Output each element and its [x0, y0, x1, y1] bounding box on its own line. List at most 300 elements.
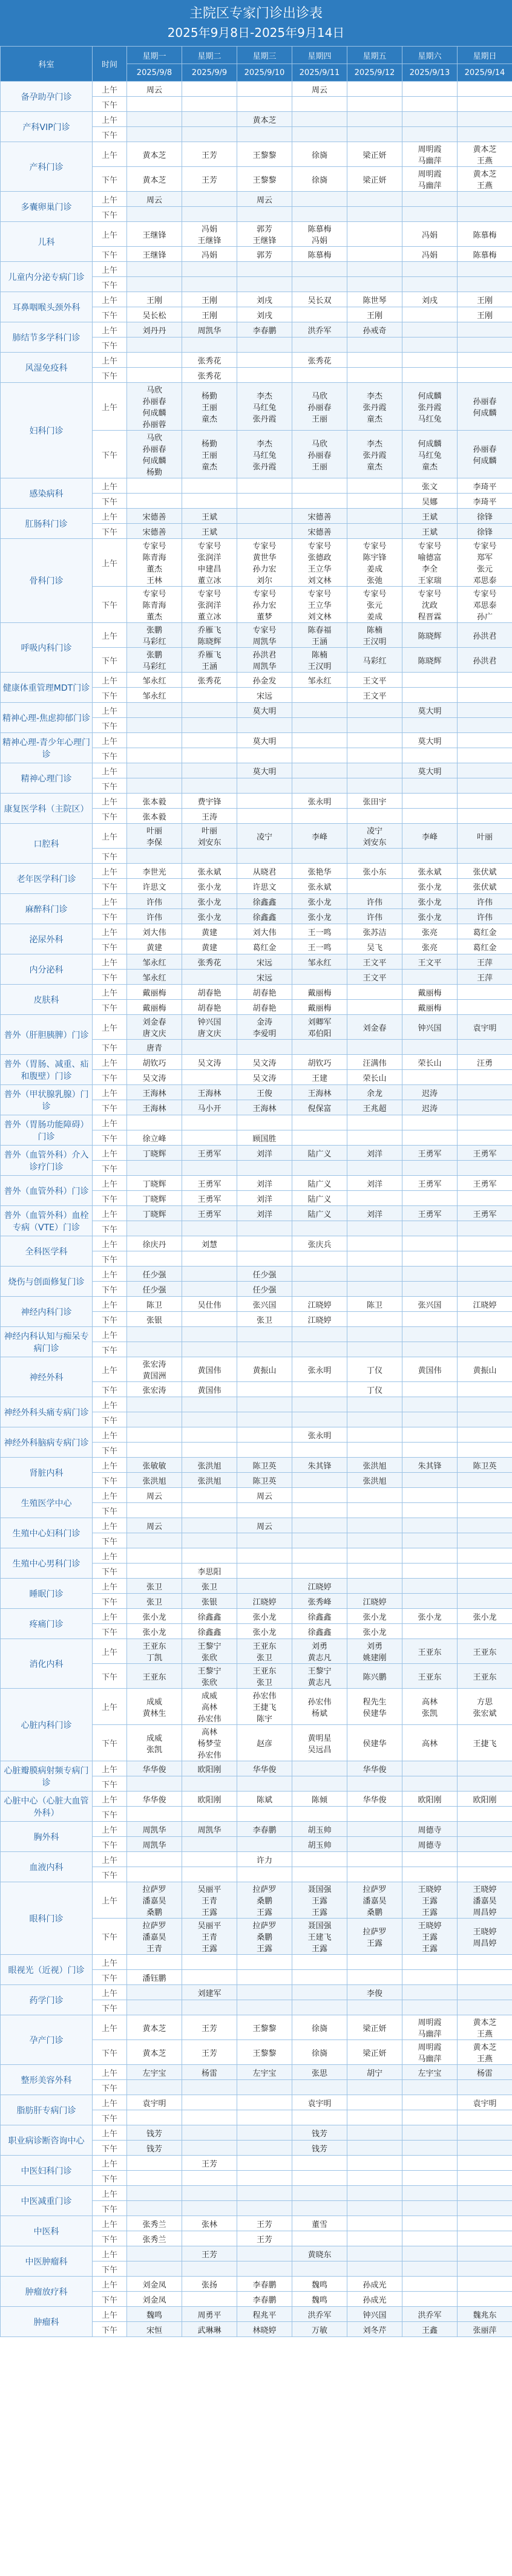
department-name: 整形美容外科 — [1, 2065, 93, 2095]
doctor-cell: 刘冬芹 — [347, 2322, 402, 2337]
doctor-cell — [292, 2231, 347, 2246]
doctor-cell — [237, 1443, 292, 1458]
department-name: 眼视光（近视）门诊 — [1, 1955, 93, 1985]
doctor-cell — [292, 1985, 347, 2000]
doctor-cell: 吴文涛 — [182, 1055, 237, 1070]
doctor-cell — [458, 1564, 512, 1579]
doctor-cell — [237, 1955, 292, 1970]
department-name: 骨科门诊 — [1, 539, 93, 623]
doctor-cell — [402, 1267, 458, 1282]
doctor-cell — [347, 2000, 402, 2015]
doctor-cell: 江晓婷 — [347, 1594, 402, 1609]
doctor-cell: 袁宇明 — [127, 2095, 182, 2110]
doctor-cell: 高林 — [402, 1725, 458, 1761]
period-label: 上午 — [93, 1761, 127, 1776]
period-label: 上午 — [93, 894, 127, 909]
period-label: 上午 — [93, 2065, 127, 2080]
doctor-cell: 王黎宁 张欣 — [182, 1664, 237, 1689]
doctor-cell: 周明霞 马幽萍 — [402, 2015, 458, 2040]
doctor-cell — [458, 1624, 512, 1639]
department-name: 普外（胃肠、减重、疝和腹壁）门诊 — [1, 1055, 93, 1085]
doctor-cell — [292, 1397, 347, 1412]
doctor-cell: 徐旖 — [292, 142, 347, 167]
doctor-cell — [292, 1776, 347, 1792]
doctor-cell: 江晓婷 — [292, 1579, 347, 1594]
doctor-cell: 邹永红 — [127, 970, 182, 985]
doctor-cell — [237, 1397, 292, 1412]
period-label: 下午 — [93, 1342, 127, 1357]
doctor-cell — [237, 127, 292, 142]
doctor-cell: 凌宁 — [237, 824, 292, 849]
doctor-cell — [458, 1382, 512, 1397]
doctor-cell: 张艳华 — [292, 864, 347, 879]
doctor-cell: 钱芳 — [292, 2141, 347, 2156]
department-name: 呼吸内科门诊 — [1, 623, 93, 673]
department-name: 睡眠门诊 — [1, 1579, 93, 1609]
doctor-cell: 李世光 — [127, 864, 182, 879]
department-name: 烧伤与创面修复门诊 — [1, 1267, 93, 1297]
doctor-cell: 刘洋 — [347, 1206, 402, 1221]
schedule-row — [1, 1267, 512, 1282]
doctor-cell: 张卫 — [127, 1579, 182, 1594]
doctor-cell: 钱芳 — [127, 2125, 182, 2141]
department-name: 健康体重管理MDT门诊 — [1, 673, 93, 703]
schedule-row — [1, 222, 512, 247]
period-label: 上午 — [93, 864, 127, 879]
schedule-row — [1, 824, 512, 849]
doctor-cell — [347, 127, 402, 142]
doctor-cell: 郭芳 — [237, 247, 292, 262]
doctor-cell: 冯娟 — [182, 247, 237, 262]
doctor-cell — [458, 82, 512, 97]
doctor-cell: 拉萨罗 王露 — [347, 1919, 402, 1955]
doctor-cell: 王勇军 — [458, 1176, 512, 1191]
doctor-cell: 张鹏 马彩红 — [127, 623, 182, 648]
doctor-cell — [458, 337, 512, 353]
doctor-cell: 王斌 — [402, 509, 458, 524]
doctor-cell: 王黎宁 黄志凡 — [292, 1664, 347, 1689]
doctor-cell — [458, 1837, 512, 1852]
date-4: 2025/9/11 — [292, 64, 347, 82]
doctor-cell: 王黎黎 — [237, 167, 292, 192]
doctor-cell: 周云 — [127, 192, 182, 207]
doctor-cell: 刘勇 姚建刚 — [347, 1639, 402, 1664]
doctor-cell — [182, 1342, 237, 1357]
doctor-cell: 陆广义 — [292, 1146, 347, 1161]
doctor-cell: 赵彦 — [237, 1725, 292, 1761]
doctor-cell: 迟涛 — [402, 1100, 458, 1115]
doctor-cell — [127, 337, 182, 353]
doctor-cell — [127, 1412, 182, 1427]
doctor-cell: 成威 高林 孙宏伟 — [182, 1689, 237, 1725]
doctor-cell: 刘卿军 邓伯阳 — [292, 1015, 347, 1040]
doctor-cell — [237, 2261, 292, 2277]
department-name: 中医科 — [1, 2216, 93, 2246]
doctor-cell: 梁正妍 — [347, 167, 402, 192]
doctor-cell — [127, 2110, 182, 2125]
doctor-cell — [237, 1251, 292, 1267]
doctor-cell — [458, 1594, 512, 1609]
doctor-cell: 陈楠 王汉明 — [292, 648, 347, 673]
doctor-cell: 张苏洁 — [347, 924, 402, 939]
period-label: 下午 — [93, 2080, 127, 2095]
schedule-row — [1, 2277, 512, 2292]
doctor-cell: 李春鹏 — [237, 322, 292, 337]
doctor-cell: 张伏斌 — [458, 879, 512, 894]
doctor-cell — [237, 1382, 292, 1397]
doctor-cell: 孙洪君 — [458, 648, 512, 673]
doctor-cell — [347, 207, 402, 222]
doctor-cell — [292, 1533, 347, 1548]
schedule-row — [1, 1236, 512, 1251]
doctor-cell: 欧阳刚 — [458, 1792, 512, 1807]
doctor-cell: 刘戌 — [237, 292, 292, 307]
doctor-cell: 丁晓辉 — [127, 1146, 182, 1161]
doctor-cell: 何成麟 张丹霞 马红兔 — [402, 383, 458, 431]
doctor-cell: 邹永红 — [127, 954, 182, 970]
department-name: 肺结节多学科门诊 — [1, 322, 93, 353]
doctor-cell: 拉萨罗 潘嘉昊 桑鹏 — [127, 1882, 182, 1919]
schedule-row — [1, 1297, 512, 1312]
period-label: 上午 — [93, 1955, 127, 1970]
doctor-cell — [402, 262, 458, 277]
doctor-cell — [347, 509, 402, 524]
doctor-cell — [182, 1115, 237, 1130]
doctor-cell — [182, 733, 237, 748]
doctor-cell — [182, 718, 237, 733]
doctor-cell — [127, 2000, 182, 2015]
doctor-cell: 欧阳刚 — [182, 1792, 237, 1807]
doctor-cell — [402, 1776, 458, 1792]
date-1: 2025/9/8 — [127, 64, 182, 82]
period-label: 下午 — [93, 2141, 127, 2156]
doctor-cell: 张卫 — [182, 1579, 237, 1594]
doctor-cell: 华华俊 — [347, 1761, 402, 1776]
doctor-cell — [127, 478, 182, 494]
period-label: 下午 — [93, 2201, 127, 2216]
doctor-cell: 专家号 张德政 王立华 刘文林 — [292, 539, 347, 587]
doctor-cell — [402, 1070, 458, 1085]
doctor-cell: 周凯华 — [127, 1837, 182, 1852]
doctor-cell — [458, 703, 512, 718]
schedule-row — [1, 794, 512, 809]
doctor-cell: 戴丽梅 — [127, 985, 182, 1000]
period-label: 上午 — [93, 2015, 127, 2040]
doctor-cell: 许思文 — [237, 879, 292, 894]
department-name: 药学门诊 — [1, 1985, 93, 2015]
doctor-cell: 周云 — [292, 82, 347, 97]
doctor-cell — [127, 1342, 182, 1357]
doctor-cell: 刘丹丹 — [127, 322, 182, 337]
schedule-row — [1, 2246, 512, 2261]
doctor-cell: 朱其锋 — [402, 1458, 458, 1473]
doctor-cell — [127, 353, 182, 368]
doctor-cell — [347, 192, 402, 207]
doctor-cell: 聂国强 王露 王露 — [292, 1882, 347, 1919]
doctor-cell: 周云 — [237, 192, 292, 207]
doctor-cell: 专家号 喻德富 李全 王家瑞 — [402, 539, 458, 587]
doctor-cell — [237, 1970, 292, 1985]
doctor-cell: 许伟 — [127, 909, 182, 924]
period-label: 上午 — [93, 1236, 127, 1251]
schedule-row — [1, 1488, 512, 1503]
department-name: 职业病诊断咨询中心 — [1, 2125, 93, 2156]
doctor-cell: 王萍 — [458, 970, 512, 985]
period-label: 上午 — [93, 1206, 127, 1221]
department-name: 肿瘤放疗科 — [1, 2277, 93, 2307]
header — [0, 0, 512, 46]
doctor-cell: 张小龙 — [182, 894, 237, 909]
schedule-row — [1, 1397, 512, 1412]
doctor-cell: 徐旖 — [292, 167, 347, 192]
period-label: 上午 — [93, 2095, 127, 2110]
doctor-cell: 凌宁 刘安东 — [347, 824, 402, 849]
weekday-2: 星期二 — [182, 47, 237, 64]
doctor-cell — [127, 368, 182, 383]
doctor-cell: 黄国伟 — [182, 1357, 237, 1382]
doctor-cell — [347, 1161, 402, 1176]
doctor-cell: 张田宇 — [347, 794, 402, 809]
doctor-cell: 李春鹏 — [237, 1822, 292, 1837]
department-name: 老年医学科门诊 — [1, 864, 93, 894]
doctor-cell — [458, 2125, 512, 2141]
doctor-cell — [458, 1412, 512, 1427]
schedule-row — [1, 1579, 512, 1594]
period-label: 下午 — [93, 1191, 127, 1206]
doctor-cell: 李琦平 — [458, 478, 512, 494]
doctor-cell: 刘洋 — [237, 1206, 292, 1221]
doctor-cell — [237, 1867, 292, 1882]
schedule-row — [1, 112, 512, 127]
doctor-cell — [237, 2110, 292, 2125]
doctor-cell: 黄本芝 王燕 — [458, 142, 512, 167]
doctor-cell — [347, 2261, 402, 2277]
department-name: 精神心理-焦虑抑郁门诊 — [1, 703, 93, 733]
doctor-cell: 许伟 — [458, 909, 512, 924]
doctor-cell: 王芳 — [182, 2246, 237, 2261]
doctor-cell — [182, 703, 237, 718]
doctor-cell — [292, 1518, 347, 1533]
doctor-cell: 魏兆东 — [458, 2307, 512, 2322]
doctor-cell — [237, 2186, 292, 2201]
doctor-cell — [347, 703, 402, 718]
doctor-cell: 周云 — [127, 1518, 182, 1533]
doctor-cell: 钟兴国 唐文庆 — [182, 1015, 237, 1040]
doctor-cell — [292, 1548, 347, 1564]
doctor-cell: 刘大伟 — [127, 924, 182, 939]
doctor-cell — [127, 1503, 182, 1518]
schedule-row — [1, 985, 512, 1000]
period-label: 上午 — [93, 192, 127, 207]
doctor-cell: 黄本芝 — [237, 112, 292, 127]
period-label: 下午 — [93, 277, 127, 292]
doctor-cell — [292, 1970, 347, 1985]
doctor-cell — [458, 2246, 512, 2261]
schedule-row — [1, 383, 512, 431]
period-label: 上午 — [93, 2186, 127, 2201]
doctor-cell — [127, 1852, 182, 1867]
doctor-cell — [127, 1533, 182, 1548]
department-name: 生殖中心妇科门诊 — [1, 1518, 93, 1548]
doctor-cell: 洪乔军 — [402, 2307, 458, 2322]
doctor-cell: 丁仪 — [347, 1357, 402, 1382]
doctor-cell — [237, 277, 292, 292]
period-label: 上午 — [93, 82, 127, 97]
doctor-cell: 孙宏伟 杨斌 — [292, 1689, 347, 1725]
doctor-cell — [182, 1488, 237, 1503]
doctor-cell: 丁晓辉 — [127, 1206, 182, 1221]
doctor-cell — [292, 1955, 347, 1970]
period-label: 下午 — [93, 1919, 127, 1955]
doctor-cell — [127, 1427, 182, 1443]
doctor-cell — [182, 1282, 237, 1297]
doctor-cell: 杨雷 — [458, 2065, 512, 2080]
doctor-cell: 吴文涛 — [237, 1070, 292, 1085]
department-name: 普外（血管外科）血栓专病（VTE）门诊 — [1, 1206, 93, 1236]
doctor-cell: 王海林 — [292, 1085, 347, 1100]
doctor-cell: 侯建华 — [347, 1725, 402, 1761]
doctor-cell: 魏鸣 — [292, 2277, 347, 2292]
doctor-cell — [458, 849, 512, 864]
doctor-cell: 许伟 — [458, 894, 512, 909]
doctor-cell — [182, 970, 237, 985]
doctor-cell — [402, 1867, 458, 1882]
doctor-cell: 徐鑫鑫 — [237, 909, 292, 924]
doctor-cell: 黄国伟 — [182, 1382, 237, 1397]
doctor-cell — [182, 1251, 237, 1267]
doctor-cell: 王鑫 — [402, 2322, 458, 2337]
doctor-cell: 马欣 孙丽春 何成麟 孙丽蓉 — [127, 383, 182, 431]
doctor-cell — [292, 1161, 347, 1176]
doctor-cell — [458, 778, 512, 794]
doctor-cell: 张鹏 马彩红 — [127, 648, 182, 673]
doctor-cell: 周云 — [237, 1518, 292, 1533]
doctor-cell — [402, 1312, 458, 1327]
doctor-cell — [347, 82, 402, 97]
doctor-cell: 宋远 — [237, 970, 292, 985]
schedule-row — [1, 1085, 512, 1100]
doctor-cell: 任少强 — [237, 1282, 292, 1297]
doctor-cell — [237, 494, 292, 509]
doctor-cell — [347, 247, 402, 262]
doctor-cell: 胡春艳 — [237, 1000, 292, 1015]
period-label: 上午 — [93, 985, 127, 1000]
doctor-cell — [182, 127, 237, 142]
doctor-cell — [402, 2080, 458, 2095]
doctor-cell — [347, 2110, 402, 2125]
doctor-cell — [402, 794, 458, 809]
department-name: 生殖中心男科门诊 — [1, 1548, 93, 1579]
doctor-cell — [127, 1955, 182, 1970]
doctor-cell — [182, 262, 237, 277]
doctor-cell: 张亮 — [402, 924, 458, 939]
period-label: 下午 — [93, 1503, 127, 1518]
doctor-cell: 汪勇 — [458, 1055, 512, 1070]
doctor-cell: 王涛 — [182, 809, 237, 824]
doctor-cell — [292, 494, 347, 509]
doctor-cell — [292, 2171, 347, 2186]
period-label: 下午 — [93, 2110, 127, 2125]
doctor-cell: 邹永红 — [292, 673, 347, 688]
doctor-cell — [347, 1518, 402, 1533]
doctor-cell: 张宏涛 黄国洲 — [127, 1357, 182, 1382]
doctor-cell — [402, 2171, 458, 2186]
doctor-cell: 拉萨罗 桑鹏 王露 — [237, 1919, 292, 1955]
doctor-cell: 华华俊 — [347, 1792, 402, 1807]
doctor-cell — [402, 2201, 458, 2216]
doctor-cell — [347, 1040, 402, 1055]
doctor-cell: 王亚东 — [458, 1664, 512, 1689]
period-label: 上午 — [93, 1689, 127, 1725]
doctor-cell — [458, 1822, 512, 1837]
period-label: 下午 — [93, 247, 127, 262]
period-label: 下午 — [93, 718, 127, 733]
doctor-cell: 王黎黎 — [237, 2040, 292, 2065]
doctor-cell: 陆广义 — [292, 1206, 347, 1221]
doctor-cell — [237, 1221, 292, 1236]
doctor-cell — [292, 2000, 347, 2015]
doctor-cell — [347, 222, 402, 247]
department-name: 产科门诊 — [1, 142, 93, 192]
doctor-cell — [347, 718, 402, 733]
doctor-cell: 朱其锋 — [292, 1458, 347, 1473]
doctor-cell: 王刚 — [127, 292, 182, 307]
doctor-cell — [292, 1564, 347, 1579]
doctor-cell — [458, 368, 512, 383]
doctor-cell: 程兆平 — [237, 2307, 292, 2322]
department-name: 肿瘤科 — [1, 2307, 93, 2337]
doctor-cell — [182, 1130, 237, 1146]
doctor-cell: 王文平 — [347, 688, 402, 703]
doctor-cell: 张宏涛 — [127, 1382, 182, 1397]
doctor-cell — [458, 1221, 512, 1236]
doctor-cell — [292, 1342, 347, 1357]
doctor-cell — [292, 1473, 347, 1488]
doctor-cell — [292, 778, 347, 794]
period-label: 上午 — [93, 1488, 127, 1503]
department-name: 儿童内分泌专病门诊 — [1, 262, 93, 292]
doctor-cell: 任少强 — [127, 1267, 182, 1282]
schedule-row — [1, 1852, 512, 1867]
doctor-cell: 专家号 陈宇锋 姜成 张弛 — [347, 539, 402, 587]
period-label: 下午 — [93, 1776, 127, 1792]
doctor-cell — [347, 1267, 402, 1282]
period-label: 上午 — [93, 824, 127, 849]
department-name: 肾脏内科 — [1, 1458, 93, 1488]
doctor-cell: 王黎黎 — [237, 142, 292, 167]
schedule-row — [1, 673, 512, 688]
doctor-cell — [292, 1382, 347, 1397]
doctor-cell — [347, 97, 402, 112]
doctor-cell: 丁晓辉 — [127, 1191, 182, 1206]
department-name: 心脏瓣膜病射频专病门诊 — [1, 1761, 93, 1792]
doctor-cell — [292, 127, 347, 142]
schedule-row — [1, 623, 512, 648]
doctor-cell: 左宇宝 — [237, 2065, 292, 2080]
doctor-cell: 吴丽平 王青 王露 — [182, 1919, 237, 1955]
doctor-cell — [347, 1837, 402, 1852]
doctor-cell — [458, 1070, 512, 1085]
period-label: 下午 — [93, 1412, 127, 1427]
doctor-cell: 张洪旭 — [347, 1458, 402, 1473]
doctor-cell — [458, 1342, 512, 1357]
doctor-cell — [458, 1807, 512, 1822]
doctor-cell: 任少强 — [127, 1282, 182, 1297]
doctor-cell: 刘洋 — [237, 1176, 292, 1191]
doctor-cell: 王刚 — [458, 292, 512, 307]
doctor-cell: 许伟 — [347, 909, 402, 924]
doctor-cell — [292, 1443, 347, 1458]
